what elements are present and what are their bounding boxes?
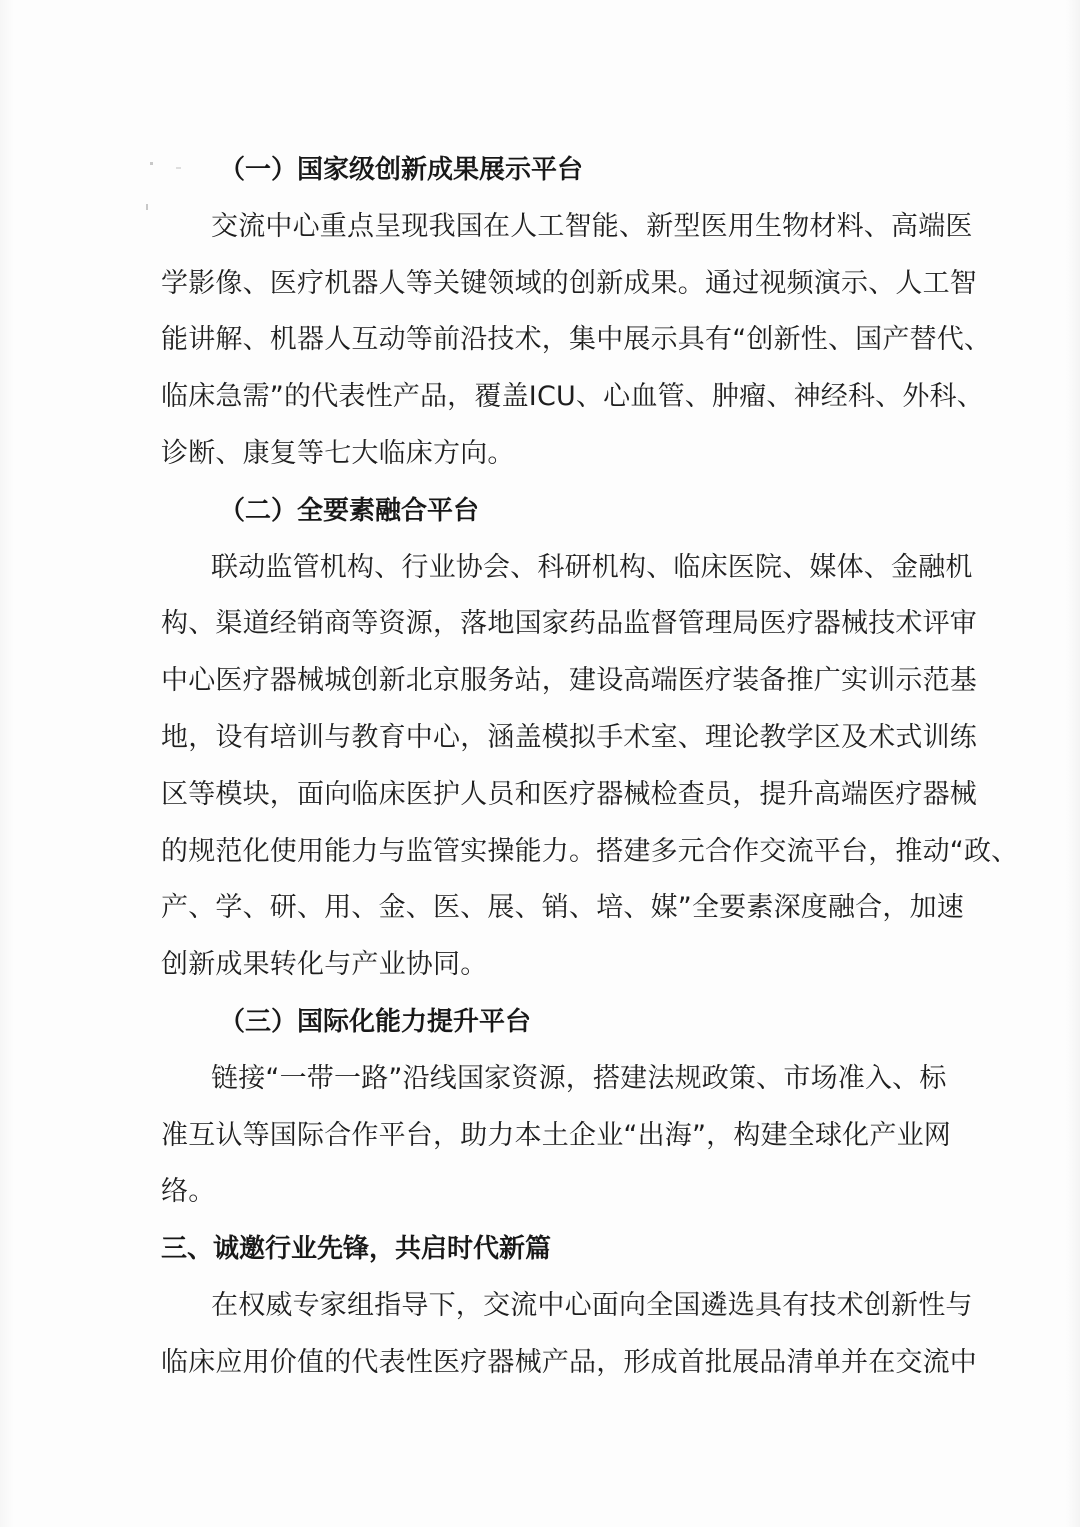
paragraph-line: 临床应用价值的代表性医疗器械产品，形成首批展品清单并在交流中 (161, 1346, 977, 1378)
paragraph-line: 学影像、医疗机器人等关键领域的创新成果。通过视频演示、人工智 (161, 267, 977, 299)
scan-speck (146, 204, 148, 210)
paragraph-line: 的规范化使用能力与监管实操能力。搭建多元合作交流平台，推动“政、 (161, 835, 1019, 867)
section-national-innovation-platform (161, 142, 992, 483)
section-heading: （二）全要素融合平台 (219, 495, 480, 526)
paragraph-line: 交流中心重点呈现我国在人工智能、新型医用生物材料、高端医 (211, 210, 973, 242)
document-body (161, 142, 1019, 1392)
paragraph-line: 能讲解、机器人互动等前沿技术，集中展示具有“创新性、国产替代、 (161, 324, 992, 356)
paragraph-line: 产、学、研、用、金、医、展、销、培、媒”全要素深度融合，加速 (161, 892, 964, 924)
scan-speck (150, 162, 153, 165)
section-heading: （一）国家级创新成果展示平台 (219, 155, 584, 185)
paragraph-line: 创新成果转化与产业协同。 (161, 949, 488, 981)
paragraph-line: 区等模块，面向临床医护人员和医疗器械检查员，提升高端医疗器械 (161, 778, 977, 810)
section-internationalization-platform (161, 994, 951, 1221)
paragraph-line: 准互认等国际合作平台，助力本土企业“出海”，构建全球化产业网 (161, 1119, 951, 1151)
paragraph-line: 地，设有培训与教育中心，涵盖模拟手术室、理论教学区及术式训练 (161, 721, 977, 753)
chapter-heading: 三、诚邀行业先锋，共启时代新篇 (161, 1234, 552, 1265)
paragraph-line: 链接“一带一路”沿线国家资源，搭建法规政策、市场准入、标 (211, 1062, 947, 1094)
paragraph-line: 中心医疗器械城创新北京服务站，建设高端医疗装备推广实训示范基 (161, 665, 977, 697)
section-full-element-platform (161, 483, 1019, 994)
paragraph-line: 在权威专家组指导下，交流中心面向全国遴选具有技术创新性与 (211, 1289, 973, 1321)
paragraph-line: 构、渠道经销商等资源，落地国家药品监督管理局医疗器械技术评审 (161, 608, 977, 640)
section-invitation (161, 1221, 977, 1391)
section-heading: （三）国际化能力提升平台 (219, 1006, 532, 1037)
paragraph-line: 诊断、康复等七大临床方向。 (161, 437, 515, 469)
paragraph-line: 络。 (161, 1176, 216, 1208)
paragraph-line: 联动监管机构、行业协会、科研机构、临床医院、媒体、金融机 (211, 551, 973, 583)
paragraph-line: 临床急需”的代表性产品，覆盖ICU、心血管、肿瘤、神经科、外科、 (161, 381, 984, 413)
